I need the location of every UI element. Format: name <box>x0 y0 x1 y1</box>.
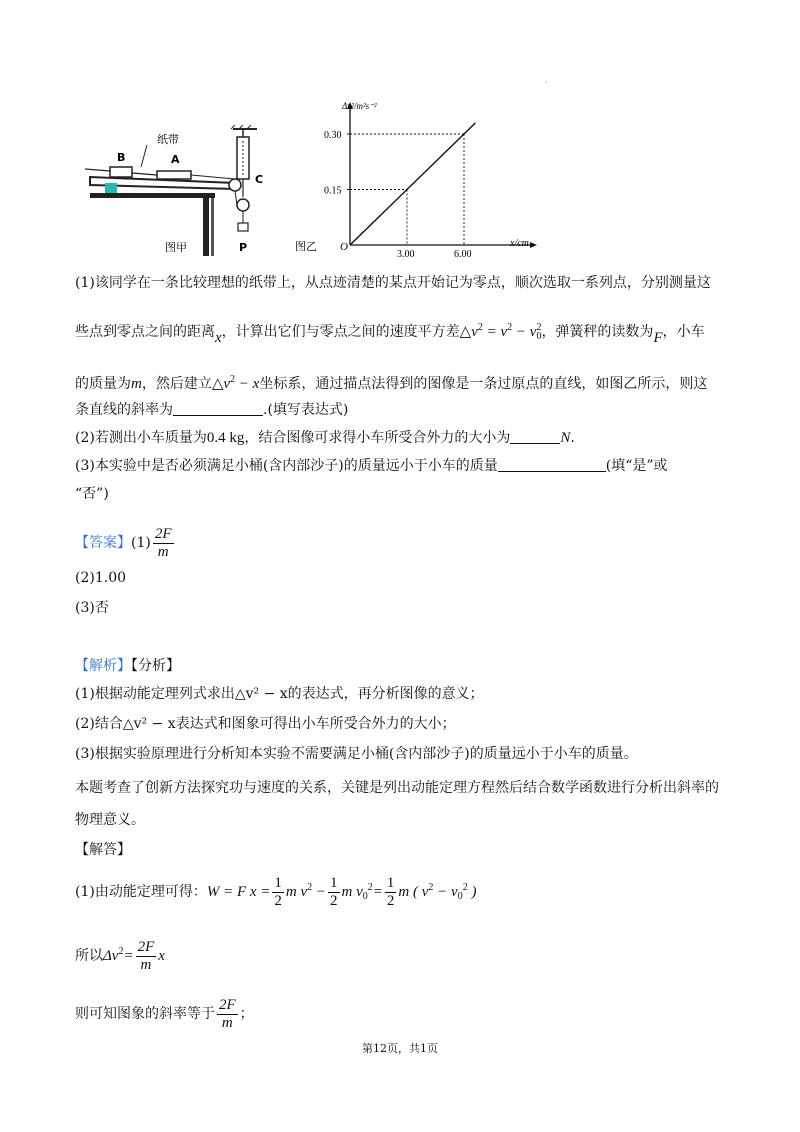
table-leg <box>203 198 209 256</box>
q3-line2: “否”) <box>75 486 109 502</box>
table-top <box>90 193 215 198</box>
analysis-p2: (2)结合△v² − x表达式和图象可得出小车所受合外力的大小； <box>75 716 456 732</box>
label-p: P <box>239 241 248 254</box>
pulley <box>229 179 241 191</box>
q1-line4: 条直线的斜率为 .(填写表达式) <box>75 402 349 418</box>
answer-blank-1[interactable] <box>173 401 263 416</box>
graph-ylabel: Δv²/m²s⁻² <box>342 101 377 111</box>
answer-blank-2[interactable] <box>510 429 560 444</box>
data-line <box>350 123 475 245</box>
q1-line1: (1)该同学在一条比较理想的纸带上，从点迹清楚的某点开始记为零点，顺次选取一系列点，分别测量这 <box>75 275 711 291</box>
answer-3: (3)否 <box>75 600 109 616</box>
label-tape: 纸带 <box>157 133 179 146</box>
movable-pulley <box>237 199 249 211</box>
graph-yi <box>290 95 540 260</box>
answer-tag: 【答案】 <box>75 535 131 551</box>
graph-xlabel: x/cm <box>510 238 529 249</box>
answer-2: (2)1.00 <box>75 570 127 586</box>
solution-1: (1)由动能定理可得：W = F x = $\frac{1}{2}$ m $v^2$ − $\frac{1}{2}$ m $v_0^2=$ $\frac{1}{2}$ m ( $v^2 - v_0^2$ ) <box>75 874 477 909</box>
analysis-p4: 本题考查了创新方法探究功与速度的关系，关键是列出动能定理方程然后结合数学函数进行分析出斜率的 <box>75 780 719 796</box>
support-block <box>105 183 117 193</box>
answer-1: 【答案】(1) $\frac{2F}{m}$ <box>75 525 172 560</box>
delta-v-eq: $\triangle v^2 = v^2 - v_0^2$ <box>459 322 542 342</box>
answer-blank-3[interactable] <box>498 457 606 472</box>
x-tick-label: 3.00 <box>397 249 415 260</box>
scan-mark: · <box>545 78 548 87</box>
label-b: B <box>117 151 126 164</box>
x-tick-label: 6.00 <box>454 249 472 260</box>
solution-3: 则可知图象的斜率等于 $\frac{2F}{m}$ ； <box>75 996 254 1031</box>
figure-apparatus <box>85 125 275 260</box>
bucket-p <box>238 223 248 231</box>
cart-a <box>157 171 191 179</box>
label-c: C <box>255 173 264 186</box>
caption-yi: 图乙 <box>295 240 317 253</box>
y-tick-label: 0.15 <box>324 185 342 197</box>
q2-line: (2)若测出小车质量为0.4 kg，结合图像可求得小车所受合外力的大小为 N. <box>75 430 575 446</box>
graph-origin: O <box>340 241 348 253</box>
timer-b <box>110 167 132 177</box>
solution-2: 所以$\Delta v^2=$ $\frac{2F}{m}$ x <box>75 938 165 973</box>
analysis-jieda: 【解答】 <box>75 842 131 858</box>
q3-line1: (3)本实验中是否必须满足小桶(含内部沙子)的质量远小于小车的质量 (填“是”或 <box>75 458 668 474</box>
q1-line3: 的质量为m，然后建立$\triangle v^2 - x$坐标系，通过描点法得到的图像是一条过原点的直线，如图乙所示，则这 <box>75 374 708 392</box>
analysis-tags: 【解析】【分析】 <box>75 658 180 674</box>
y-tick-label: 0.30 <box>324 130 342 141</box>
q1-line2: 些点到零点之间的距离x，计算出它们与零点之间的速度平方差$\triangle v^2 = v^2 - v_0^2$，弹簧秤的读数为F，小车 <box>75 322 705 346</box>
caption-jia: 图甲 <box>165 241 187 254</box>
analysis-p1: (1)根据动能定理列式求出△v² − x的表达式，再分析图像的意义； <box>75 686 484 702</box>
analysis-p5: 物理意义。 <box>75 812 145 828</box>
analysis-p3: (3)根据实验原理进行分析知本实验不需要满足小桶(含内部沙子)的质量远小于小车的质量。 <box>75 746 638 762</box>
page-footer: 第12页，共1页 <box>362 1042 438 1055</box>
label-a: A <box>171 153 180 166</box>
